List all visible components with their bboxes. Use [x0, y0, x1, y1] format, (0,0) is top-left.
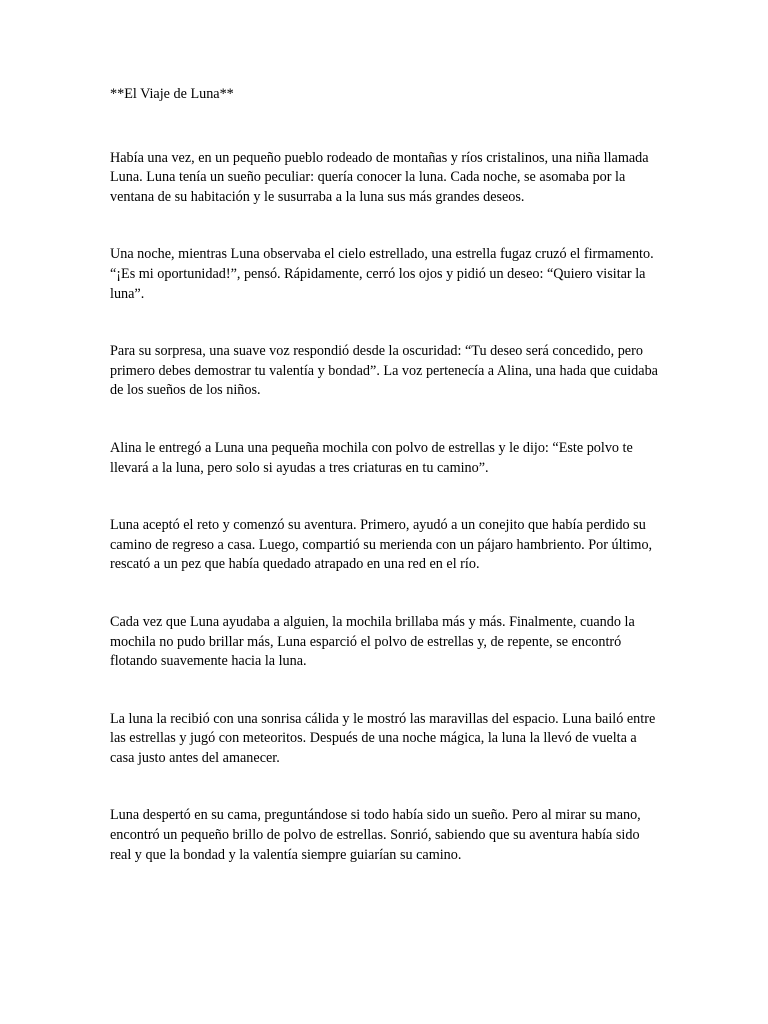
paragraph-6: Cada vez que Luna ayudaba a alguien, la mochila brillaba más y más. Finalmente, cuando la mochila no pudo brillar más, Luna esparció el polvo de estrellas y, de repente, se encontró flotando suavemente hacia la luna.	[110, 613, 635, 670]
paragraph-4: Alina le entregó a Luna una pequeña mochila con polvo de estrellas y le dijo: “Este polvo te llevará a la luna, pero solo si ayudas a tres criaturas en tu camino”.	[110, 439, 633, 476]
paragraph-5: Luna aceptó el reto y comenzó su aventura. Primero, ayudó a un conejito que había perdido su camino de regreso a casa. Luego, compartió su merienda con un pájaro hambriento. Por último, rescató a un pez que había quedado atrapado en una red en el río.	[110, 517, 653, 573]
paragraph-1: Había una vez, en un pequeño pueblo rodeado de montañas y ríos cristalinos, una niña llamada Luna. Luna tenía un sueño peculiar: quería conocer la luna. Cada noche, se asomaba por la ventana de su habitación y le susurraba a la luna sus más grandes deseos.	[110, 149, 649, 205]
paragraph-7: La luna la recibió con una sonrisa cálida y le mostró las maravillas del espacio. Luna bailó entre las estrellas y jugó con meteoritos. Después de una noche mágica, la luna la llevó de vuelta a casa justo antes del amanecer.	[110, 710, 656, 766]
document-page	[110, 85, 662, 903]
paragraph-2: Una noche, mientras Luna observaba el cielo estrellado, una estrella fugaz cruzó el firmamento. “¡Es mi oportunidad!”, pensó. Rápidamente, cerró los ojos y pidió un deseo: “Quiero visitar la luna”.	[110, 246, 654, 302]
document-title: **El Viaje de Luna**	[110, 86, 234, 102]
paragraph-8: Luna despertó en su cama, preguntándose si todo había sido un sueño. Pero al mirar su mano, encontró un pequeño brillo de polvo de estrellas. Sonrió, sabiendo que su aventura había sido real y que la bondad y la valentía siempre guiarían su camino.	[110, 807, 641, 863]
paragraph-3: Para su sorpresa, una suave voz respondió desde la oscuridad: “Tu deseo será concedido, pero primero debes demostrar tu valentía y bondad”. La voz pertenecía a Alina, una hada que cuidaba de los sueños de los niños.	[110, 343, 658, 399]
